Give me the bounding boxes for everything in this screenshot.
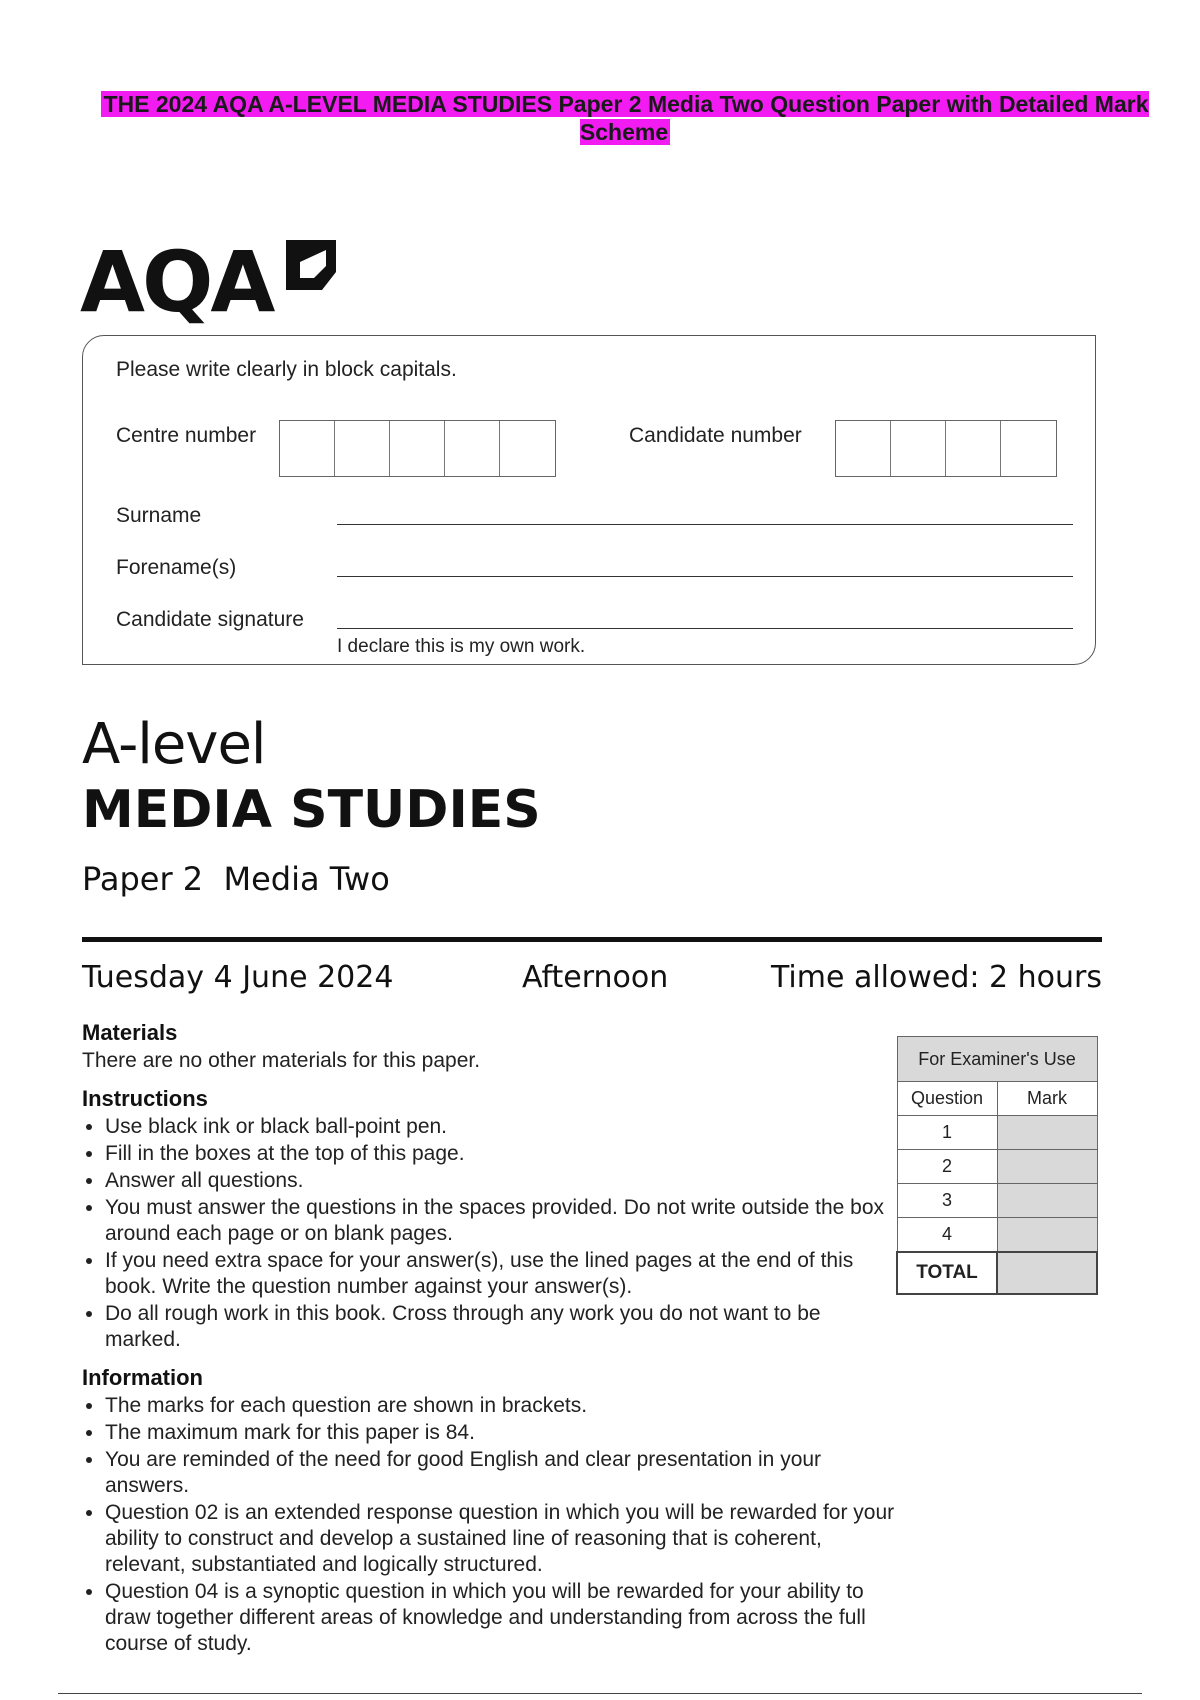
question-number: 2 — [897, 1150, 997, 1184]
mark-cell — [997, 1116, 1097, 1150]
question-column-header: Question — [897, 1082, 997, 1116]
table-row — [897, 1116, 1097, 1150]
declaration-text: I declare this is my own work. — [337, 636, 586, 657]
centre-digit[interactable] — [280, 421, 335, 476]
exam-session: Afternoon — [522, 960, 669, 995]
information-heading: Information — [82, 1365, 203, 1390]
document-banner: THE 2024 AQA A-LEVEL MEDIA STUDIES Paper 2 Media Two Question Paper with Detailed Mark Scheme — [103, 91, 1149, 145]
centre-number-label: Centre number — [116, 424, 257, 447]
examiner-table-title: For Examiner's Use — [897, 1037, 1097, 1082]
list-item: • Use black ink or black ball-point pen. — [105, 1114, 902, 1140]
instructions-heading: Instructions — [82, 1086, 208, 1111]
materials-heading: Materials — [82, 1020, 178, 1045]
centre-digit[interactable] — [445, 421, 500, 476]
list-item: • Answer all questions. — [105, 1168, 902, 1194]
surname-line[interactable] — [337, 524, 1073, 525]
logo-text: AQA — [80, 233, 273, 331]
table-row — [897, 1150, 1097, 1184]
list-item: • The marks for each question are shown in brackets. — [105, 1393, 902, 1419]
question-number: 1 — [897, 1116, 997, 1150]
table-row — [897, 1184, 1097, 1218]
question-number: 3 — [897, 1184, 997, 1218]
list-item: • Question 04 is a synoptic question in which you will be rewarded for your ability to draw together different areas of knowledge and understanding from across the full course of study. — [105, 1579, 902, 1657]
centre-number-field[interactable] — [279, 420, 556, 477]
block-capitals-instruction: Please write clearly in block capitals. — [116, 358, 457, 381]
forename-line[interactable] — [337, 576, 1073, 577]
list-item: • If you need extra space for your answer(s), use the lined pages at the end of this book. Write the question number against your answer(s). — [105, 1248, 902, 1300]
materials-text: There are no other materials for this paper. — [82, 1049, 481, 1072]
candidate-digit[interactable] — [1001, 421, 1056, 476]
table-row — [897, 1218, 1097, 1253]
qualification-level: A-level — [82, 712, 266, 777]
mark-cell — [997, 1184, 1097, 1218]
candidate-number-label: Candidate number — [629, 424, 802, 447]
page-bottom-rule — [58, 1693, 1142, 1694]
total-label: TOTAL — [897, 1252, 997, 1294]
mark-column-header: Mark — [997, 1082, 1097, 1116]
centre-digit[interactable] — [390, 421, 445, 476]
exam-date: Tuesday 4 June 2024 — [82, 960, 394, 995]
signature-label: Candidate signature — [116, 608, 304, 631]
list-item: • You are reminded of the need for good English and clear presentation in your answers. — [105, 1447, 902, 1499]
aqa-tick-mark-icon — [282, 236, 340, 294]
centre-digit[interactable] — [500, 421, 555, 476]
total-row — [897, 1252, 1097, 1294]
candidate-details-box — [82, 335, 1096, 665]
subject-title: MEDIA STUDIES — [82, 780, 541, 840]
list-item: • The maximum mark for this paper is 84. — [105, 1420, 902, 1446]
list-item: • Fill in the boxes at the top of this page. — [105, 1141, 902, 1167]
centre-digit[interactable] — [335, 421, 390, 476]
examiner-use-table — [896, 1036, 1098, 1295]
candidate-digit[interactable] — [946, 421, 1001, 476]
total-mark-cell — [997, 1252, 1097, 1294]
list-item: • Do all rough work in this book. Cross through any work you do not want to be marked. — [105, 1301, 902, 1353]
candidate-number-field[interactable] — [835, 420, 1057, 477]
question-number: 4 — [897, 1218, 997, 1253]
time-allowed: Time allowed: 2 hours — [770, 960, 1102, 995]
signature-line[interactable] — [337, 628, 1073, 629]
title-divider — [82, 937, 1102, 942]
candidate-digit[interactable] — [891, 421, 946, 476]
candidate-digit[interactable] — [836, 421, 891, 476]
information-list — [82, 1393, 902, 1657]
mark-cell — [997, 1150, 1097, 1184]
paper-title: Paper 2 Media Two — [82, 860, 390, 898]
list-item: • Question 02 is an extended response question in which you will be rewarded for your ability to construct and develop a sustained line of reasoning that is coherent, relevant, substantiated and logically structured. — [105, 1500, 902, 1578]
forename-label: Forename(s) — [116, 556, 237, 579]
list-item: • You must answer the questions in the spaces provided. Do not write outside the box around each page or on blank pages. — [105, 1195, 902, 1247]
mark-cell — [997, 1218, 1097, 1253]
instructions-list — [82, 1114, 902, 1353]
exam-notes — [82, 1020, 902, 1669]
surname-label: Surname — [116, 504, 202, 527]
